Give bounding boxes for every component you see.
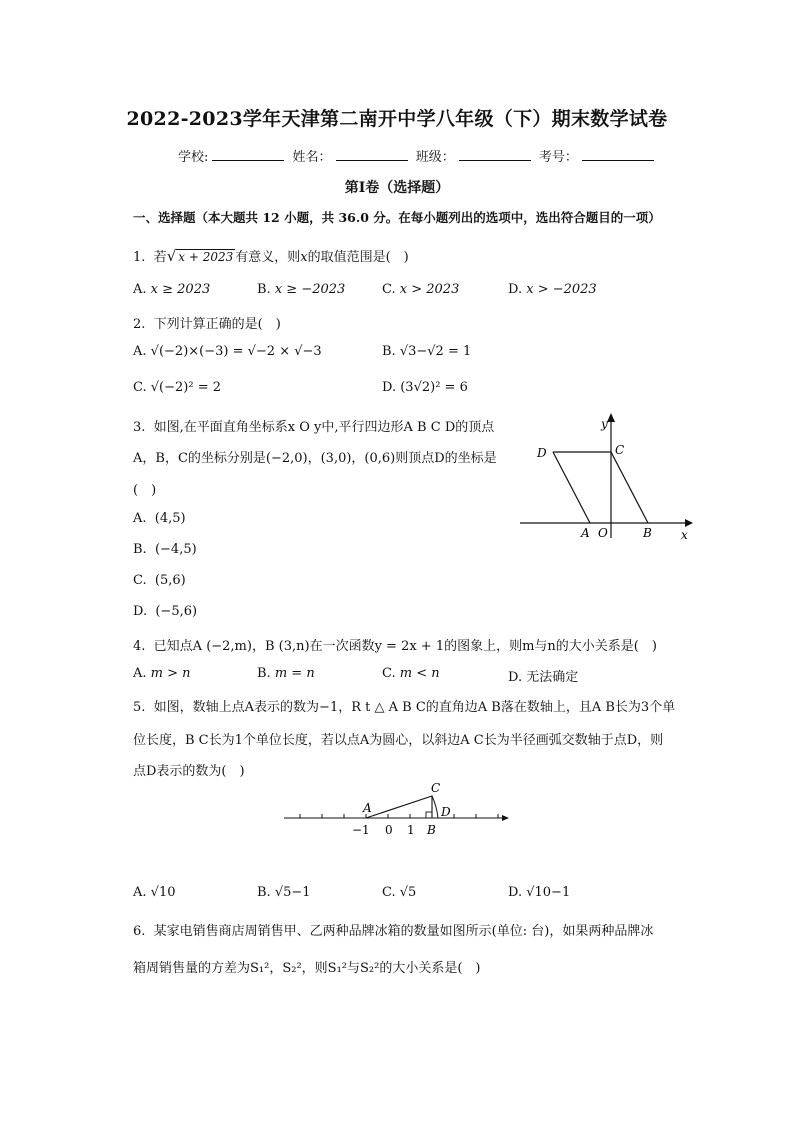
question-4-number: 4. (133, 639, 146, 654)
q2-option-b-text: √3−√2 = 1 (399, 344, 472, 359)
question-1-number: 1. (133, 250, 146, 265)
q5-option-d-label: D. (508, 885, 523, 900)
q4-option-c-text: m < n (399, 666, 440, 681)
question-5-text-1: 如图，数轴上点A表示的数为−1，R t △ A B C的直角边A B落在数轴上，且A B长为3个单 (153, 700, 676, 715)
number-blank (582, 148, 654, 161)
q3-option-c-text: (5,6) (154, 573, 186, 588)
q1-option-c-label: C. (382, 282, 396, 297)
question-1-pre: 若 (153, 250, 167, 265)
fig5-b-label: B (427, 823, 436, 837)
question-1-radicand: x + 2023 (178, 250, 234, 264)
question-1-tail: 的取值范围是( ) (307, 250, 409, 265)
student-info-line (178, 146, 658, 165)
question-4-text: 已知点A (−2,m)，B (3,n)在一次函数y = 2x + 1的图象上，则m与n的大小关系是( ) (153, 639, 657, 654)
question-1-var: x (300, 250, 308, 265)
q5-option-b-label: B. (257, 885, 271, 900)
x-axis-arrow (685, 519, 693, 527)
q5-option-c-label: C. (382, 885, 396, 900)
fig3-d-label: D (537, 446, 547, 460)
q2-option-d-text: (3√2)² = 6 (400, 380, 468, 395)
q1-option-d-text: x > −2023 (526, 282, 597, 297)
q1-option-c-text: x > 2023 (399, 282, 460, 297)
q4-option-a[interactable] (133, 666, 191, 681)
q4-option-a-label: A. (133, 666, 147, 681)
q4-option-b-label: B. (257, 666, 271, 681)
parallelogram-dcb-edges (553, 452, 648, 523)
fig5-tick-0: 0 (385, 823, 393, 837)
question-2-stem (133, 313, 281, 332)
school-blank (212, 148, 284, 161)
fig3-a-label: A (581, 526, 590, 540)
fig5-d-label: D (441, 805, 451, 819)
right-triangle-abc (366, 796, 432, 818)
number-label: 考号： (538, 150, 578, 165)
fig5-tick-1: 1 (407, 823, 415, 837)
q2-option-c[interactable] (133, 380, 221, 395)
fig5-tick-neg1: −1 (352, 823, 370, 837)
q2-option-a-text: √(−2)×(−3) = √−2 × √−3 (150, 344, 322, 359)
fig3-y-label: y (601, 417, 608, 431)
question-6-number: 6. (133, 924, 146, 939)
q4-option-d-label: D. (508, 670, 523, 685)
question-1-post: 有意义，则 (235, 250, 301, 265)
school-label: 学校: (178, 150, 209, 165)
q1-option-c[interactable] (382, 282, 459, 297)
q3-parallelogram-figure (515, 410, 700, 545)
class-blank (459, 148, 531, 161)
parallelogram-da-edge (553, 452, 590, 523)
q2-option-a-label: A. (133, 344, 147, 359)
q3-option-c[interactable] (133, 573, 186, 588)
question-4-stem (133, 635, 657, 654)
question-3-line-2: A，B，C的坐标分别是(−2,0)，(3,0)，(0,6)则顶点D的坐标是 (133, 451, 497, 466)
q4-option-c-label: C. (382, 666, 396, 681)
question-6-line-2: 箱周销售量的方差为S₁²，S₂²，则S₁²与S₂²的大小关系是( ) (133, 961, 481, 976)
question-2-text: 下列计算正确的是( ) (153, 317, 281, 332)
question-3-number: 3. (133, 420, 146, 435)
question-6-line-1 (133, 920, 653, 939)
section-title: 一、选择题（本大题共 12 小题，共 36.0 分。在每小题列出的选项中，选出符合题目的一项） (133, 210, 661, 225)
q3-option-b-text: (−4,5) (154, 542, 197, 557)
q2-option-d-label: D. (382, 380, 397, 395)
q4-option-c[interactable] (382, 666, 440, 681)
q4-option-d-text: 无法确定 (526, 670, 579, 685)
q5-option-a-label: A. (133, 885, 147, 900)
q3-option-a-label: A. (133, 511, 147, 526)
q1-option-d[interactable] (508, 282, 597, 297)
y-axis-arrow (607, 413, 615, 422)
q2-option-a[interactable] (133, 344, 322, 359)
q2-option-d[interactable] (382, 380, 468, 395)
q5-option-b-text: √5−1 (274, 885, 311, 900)
name-label: 姓名： (292, 150, 332, 165)
q3-option-a-text: (4,5) (154, 511, 186, 526)
exam-title: 2022-2023学年天津第二南开中学八年级（下）期末数学试卷 (126, 108, 668, 130)
question-3-text-1: 如图,在平面直角坐标系x O y中,平行四边形A B C D的顶点 (153, 420, 495, 435)
q4-option-d[interactable] (508, 666, 578, 685)
q5-number-line-figure (280, 776, 515, 842)
q5-option-d[interactable] (508, 885, 570, 900)
fig5-c-label: C (431, 781, 441, 795)
q5-option-b[interactable] (257, 885, 311, 900)
number-line-ticks (300, 814, 498, 818)
q2-option-b[interactable] (382, 344, 471, 359)
q3-option-a[interactable] (133, 511, 186, 526)
number-line-arrow (502, 815, 509, 821)
q1-option-b[interactable] (257, 282, 345, 297)
part-title: 第Ⅰ卷（选择题） (344, 180, 450, 196)
q3-option-d[interactable] (133, 604, 197, 619)
q4-option-a-text: m > n (150, 666, 191, 681)
question-5-line-1 (133, 696, 675, 715)
q3-option-c-label: C. (133, 573, 147, 588)
question-6-text-1: 某家电销售商店周销售甲、乙两种品牌冰箱的数量如图所示(单位: 台)，如果两种品牌冰 (153, 924, 654, 939)
fig3-o-label: O (598, 526, 608, 540)
q1-option-a-text: x ≥ 2023 (150, 282, 211, 297)
q3-option-b[interactable] (133, 542, 197, 557)
q5-option-d-text: √10−1 (526, 885, 571, 900)
question-2-number: 2. (133, 317, 146, 332)
fig3-x-label: x (681, 528, 688, 542)
fig3-c-label: C (615, 443, 625, 457)
class-label: 班级： (415, 150, 455, 165)
q2-option-b-label: B. (382, 344, 396, 359)
q5-option-c-text: √5 (399, 885, 417, 900)
q5-option-c[interactable] (382, 885, 416, 900)
question-3-line-1 (133, 416, 494, 435)
name-blank (336, 148, 408, 161)
fig3-b-label: B (643, 526, 652, 540)
question-5-line-2: 位长度，B C长为1个单位长度，若以点A为圆心，以斜边A C长为半径画弧交数轴于点D，则 (133, 733, 664, 748)
question-5-number: 5. (133, 700, 146, 715)
arc-cd (432, 796, 438, 818)
fig5-a-label: A (363, 801, 372, 815)
q1-option-a-label: A. (133, 282, 147, 297)
q2-option-c-label: C. (133, 380, 147, 395)
q3-option-b-label: B. (133, 542, 147, 557)
q4-option-b-text: m = n (274, 666, 315, 681)
q3-option-d-label: D. (133, 604, 148, 619)
question-3-line-3: ( ) (133, 483, 157, 498)
q1-option-b-label: B. (257, 282, 271, 297)
q4-option-b[interactable] (257, 666, 315, 681)
q1-option-a[interactable] (133, 282, 210, 297)
q1-option-b-text: x ≥ −2023 (274, 282, 346, 297)
q2-option-c-text: √(−2)² = 2 (150, 380, 221, 395)
q1-option-d-label: D. (508, 282, 523, 297)
q5-option-a[interactable] (133, 885, 176, 900)
question-1-stem (133, 246, 409, 265)
right-angle-mark (426, 812, 432, 818)
question-5-line-3: 点D表示的数为( ) (133, 764, 245, 779)
question-1-radical: √ x + 2023 (166, 247, 234, 265)
q3-option-d-text: (−5,6) (155, 604, 198, 619)
q5-option-a-text: √10 (150, 885, 176, 900)
